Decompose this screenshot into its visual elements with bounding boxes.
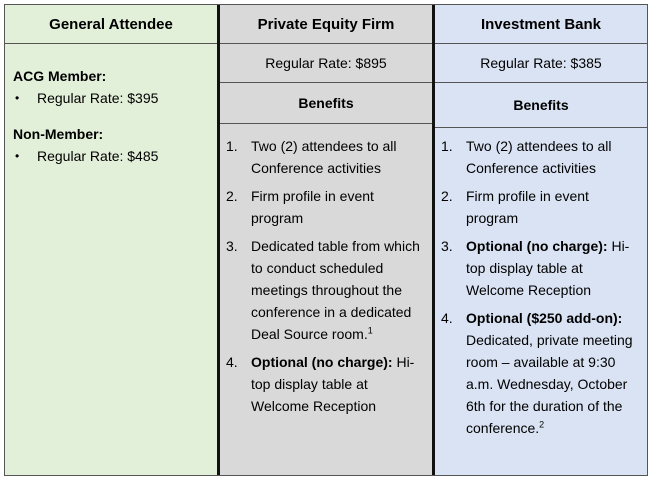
investment-bank-benefits-header: Benefits [435,83,647,128]
item-text: Hi-top display table at Welcome Reception [251,354,415,414]
private-equity-benefits-header: Benefits [220,83,432,124]
item-bold-label: Optional (no charge): [466,238,608,254]
nonmember-rate-item [13,147,211,165]
investment-bank-column [435,5,647,475]
item-text: Firm profile in event program [251,188,374,226]
item-text: Dedicated table from which to conduct scheduled meetings throughout the conference in a dedicated Deal Source room. [251,238,420,342]
list-item [226,235,428,345]
item-text: Two (2) attendees to all Conference activities [466,138,612,176]
list-item [441,135,643,179]
item-number: 3. [441,238,453,254]
list-item [441,235,643,301]
nonmember-rate: Regular Rate: $485 [37,148,159,164]
item-number: 1. [226,138,238,154]
investment-bank-rate: Regular Rate: $385 [435,44,647,83]
item-text: Firm profile in event program [466,188,589,226]
private-equity-rate: Regular Rate: $895 [220,44,432,83]
private-equity-benefits-list [226,135,428,423]
item-number: 4. [441,310,453,326]
item-number: 1. [441,138,453,154]
item-bold-label: Optional (no charge): [251,354,393,370]
investment-bank-header: Investment Bank [435,5,647,44]
list-item [226,135,428,179]
pricing-table [4,4,648,476]
general-attendee-column [5,5,217,475]
item-text: Two (2) attendees to all Conference activities [251,138,397,176]
item-number: 2. [441,188,453,204]
member-rate: Regular Rate: $395 [37,90,159,106]
member-title: ACG Member: [13,68,107,84]
private-equity-column [220,5,432,475]
member-rate-item [13,89,211,107]
bullet-icon: • [15,149,20,163]
item-bold-label: Optional ($250 add-on): [466,310,623,326]
footnote-marker: 2 [539,419,545,430]
item-number: 3. [226,238,238,254]
item-text: Hi-top display table at Welcome Reception [466,238,630,298]
item-number: 2. [226,188,238,204]
investment-bank-benefits-list [441,135,643,445]
general-attendee-header: General Attendee [5,5,217,44]
list-item [226,351,428,417]
item-text: Dedicated, private meeting room – available at 9:30 a.m. Wednesday, October 6th for the duration of the conference. [466,332,633,436]
attendee-rates [13,67,211,165]
list-item [441,307,643,439]
list-item [441,185,643,229]
footnote-marker: 1 [367,325,373,336]
private-equity-header: Private Equity Firm [220,5,432,44]
nonmember-title: Non-Member: [13,126,104,142]
bullet-icon: • [15,91,20,105]
column-divider [432,5,435,475]
item-number: 4. [226,354,238,370]
column-divider [217,5,220,475]
list-item [226,185,428,229]
